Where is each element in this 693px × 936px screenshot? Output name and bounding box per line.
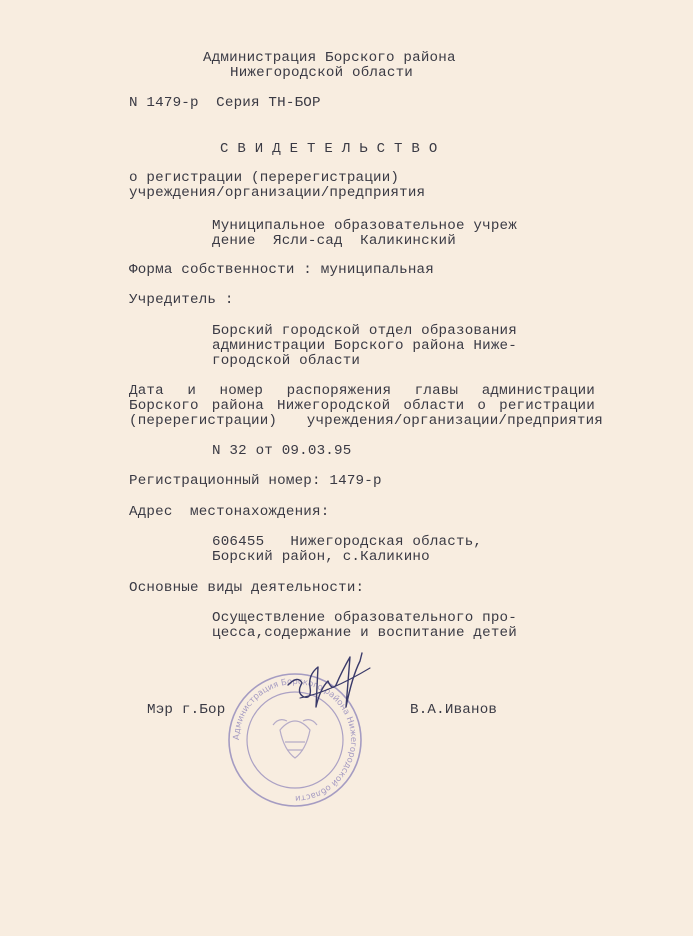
order-text-line-3: (перерегистрации) учреждения/организации/предприятия xyxy=(129,413,603,429)
header-line-1: Администрация Борского района xyxy=(203,50,456,66)
founder-line-2: администрации Борского района Ниже- xyxy=(212,338,517,354)
founder-line-1: Борский городской отдел образования xyxy=(212,323,517,339)
address-label: Адрес местонахождения: xyxy=(129,504,330,520)
activities-line-1: Осуществление образовательного про- xyxy=(212,610,517,626)
org-name-line-1: Муниципальное образовательное учреж xyxy=(212,218,517,234)
address-line-1: 606455 Нижегородская область, xyxy=(212,534,483,550)
registration-number: Регистрационный номер: 1479-р xyxy=(129,473,382,489)
founder-label: Учредитель : xyxy=(129,292,234,308)
activities-label: Основные виды деятельности: xyxy=(129,580,365,596)
org-name-line-2: дение Ясли-сад Каликинский xyxy=(212,233,456,249)
signatory-title: Мэр г.Бор xyxy=(147,702,226,718)
document-title: СВИДЕТЕЛЬСТВО xyxy=(220,141,447,157)
stamp-text: Администрация Борского района Нижегородской области xyxy=(231,676,359,804)
founder-line-3: городской области xyxy=(212,353,361,369)
subtitle-line-2: учреждения/организации/предприятия xyxy=(129,185,426,201)
ownership-form: Форма собственности : муниципальная xyxy=(129,262,434,278)
signatory-name: В.А.Иванов xyxy=(410,702,498,718)
signature-icon xyxy=(270,640,390,730)
order-text-line-1: Дата и номер распоряжения главы администрации xyxy=(129,383,595,399)
activities-line-2: цесса,содержание и воспитание детей xyxy=(212,625,517,641)
header-line-2: Нижегородской области xyxy=(230,65,413,81)
document-number: N 1479-р Серия ТН-БОР xyxy=(129,95,321,111)
subtitle-line-1: о регистрации (перерегистрации) xyxy=(129,170,400,186)
address-line-2: Борский район, с.Каликино xyxy=(212,549,430,565)
order-number: N 32 от 09.03.95 xyxy=(212,443,352,459)
order-text-line-2: Борского района Нижегородской области о регистрации xyxy=(129,398,595,414)
